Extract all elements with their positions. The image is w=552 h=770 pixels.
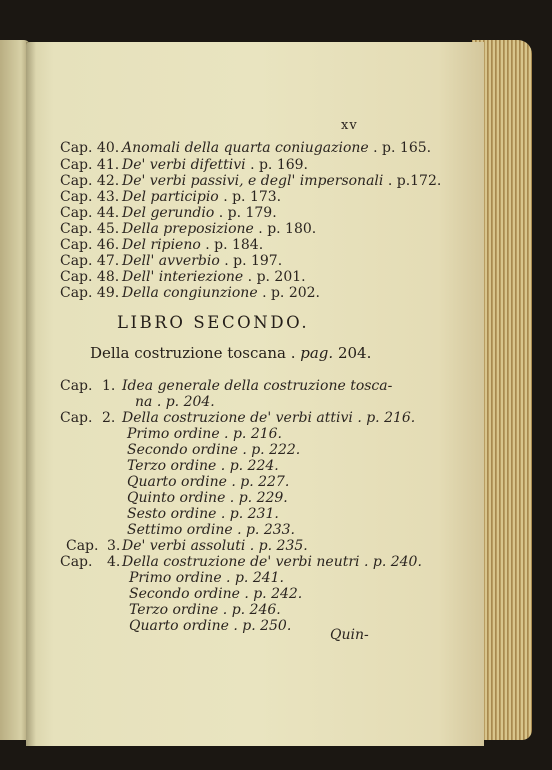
order-entry: Secondo ordine . p. 222. xyxy=(127,442,301,458)
section-heading: LIBRO SECONDO. xyxy=(117,313,310,332)
cap-number: 2. xyxy=(102,410,116,426)
order-entry: Secondo ordine . p. 242. xyxy=(129,586,303,602)
page-number: xv xyxy=(341,118,358,133)
order-entry: Primo ordine . p. 241. xyxy=(129,570,284,586)
order-entry: Terzo ordine . p. 246. xyxy=(129,602,281,618)
toc-entry-title: De' verbi assoluti . p. 235. xyxy=(122,538,308,554)
cap-label: Cap. xyxy=(60,378,93,394)
section-subheading: Della costruzione toscana . pag. 204. xyxy=(90,344,372,362)
cap-label: Cap. xyxy=(60,554,93,570)
toc-entry: Cap. 45. Della preposizione . p. 180. xyxy=(60,221,317,237)
cap-label: Cap. xyxy=(66,538,99,554)
page-gutter xyxy=(26,42,36,746)
order-entry: Primo ordine . p. 216. xyxy=(127,426,282,442)
toc-entry-title: Idea generale della costruzione tosca- xyxy=(122,378,393,394)
toc-entry-continuation: na . p. 204. xyxy=(135,394,215,410)
toc-entry-title: Della costruzione de' verbi attivi . p. 216. xyxy=(122,410,416,426)
toc-entry: Cap. 44. Del gerundio . p. 179. xyxy=(60,205,277,221)
toc-entry: Cap. 41. De' verbi difettivi . p. 169. xyxy=(60,157,308,173)
cap-number: 1. xyxy=(102,378,116,394)
toc-entry: Cap. 48. Dell' interiezione . p. 201. xyxy=(60,269,306,285)
cap-number: 4. xyxy=(107,554,121,570)
order-entry: Sesto ordine . p. 231. xyxy=(127,506,279,522)
catchword: Quin- xyxy=(330,627,369,643)
cap-label: Cap. xyxy=(60,410,93,426)
order-entry: Quinto ordine . p. 229. xyxy=(127,490,288,506)
toc-entry: Cap. 49. Della congiunzione . p. 202. xyxy=(60,285,320,301)
order-entry: Settimo ordine . p. 233. xyxy=(127,522,296,538)
toc-entry-title: Della costruzione de' verbi neutri . p. 240. xyxy=(122,554,422,570)
cap-number: 3. xyxy=(107,538,121,554)
toc-entry: Cap. 46. Del ripieno . p. 184. xyxy=(60,237,264,253)
toc-entry: Cap. 47. Dell' avverbio . p. 197. xyxy=(60,253,283,269)
order-entry: Quarto ordine . p. 250. xyxy=(129,618,292,634)
toc-entry: Cap. 42. De' verbi passivi, e degl' impersonali . p.172. xyxy=(60,173,442,189)
toc-entry: Cap. 40. Anomali della quarta coniugazione . p. 165. xyxy=(60,140,432,156)
order-entry: Terzo ordine . p. 224. xyxy=(127,458,279,474)
order-entry: Quarto ordine . p. 227. xyxy=(127,474,290,490)
toc-entry: Cap. 43. Del participio . p. 173. xyxy=(60,189,282,205)
